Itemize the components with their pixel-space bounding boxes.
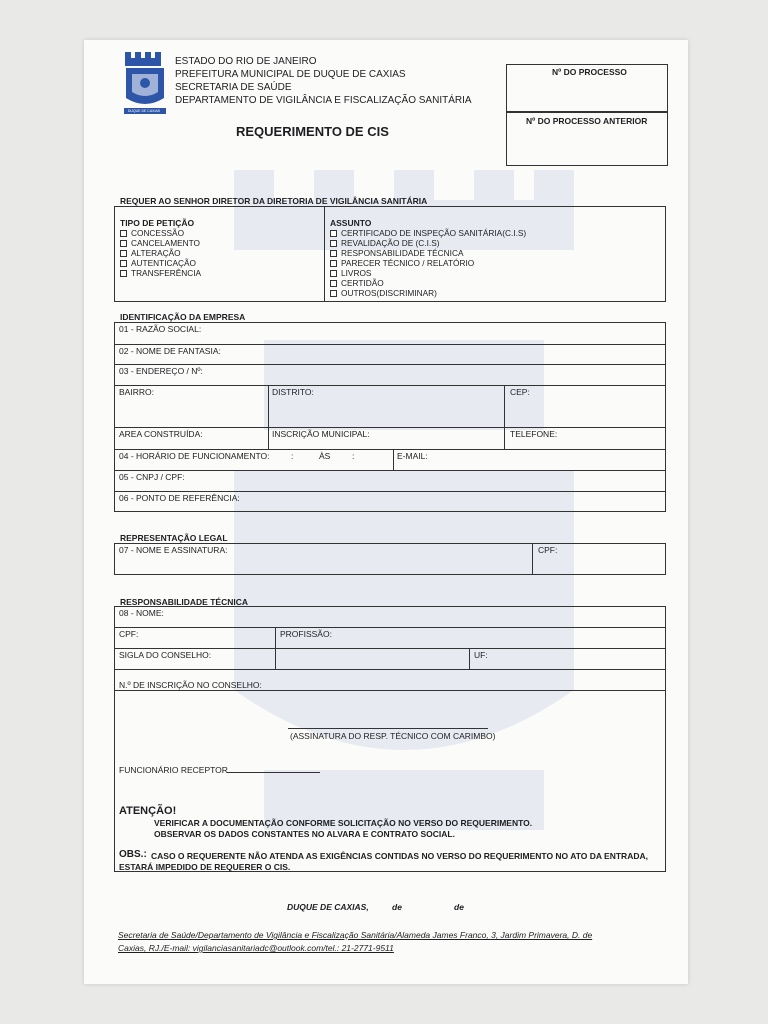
assunto-responsabilidade[interactable]: RESPONSABILIDADE TÉCNICA [330, 248, 464, 258]
assunto-parecer[interactable]: PARECER TÉCNICO / RELATÓRIO [330, 258, 474, 268]
tipo-alteracao[interactable]: ALTERAÇÃO [120, 248, 181, 258]
tecnico-nome-field[interactable]: 08 - NOME: [119, 608, 164, 618]
assunto-certidao[interactable]: CERTIDÃO [330, 278, 384, 288]
footer-address-line-1: Secretaria de Saúde/Departamento de Vigilância e Fiscalização Sanitária/Alameda James Franco, 3, Jardim Primavera, D. de [118, 930, 593, 940]
obs-line-2: ESTARÁ IMPEDIDO DE REQUERER O CIS. [119, 862, 291, 872]
cep-field[interactable]: CEP: [510, 387, 530, 397]
header-prefeitura: PREFEITURA MUNICIPAL DE DUQUE DE CAXIAS [175, 69, 406, 80]
representante-cpf-field[interactable]: CPF: [538, 545, 558, 555]
header-departamento: DEPARTAMENTO DE VIGILÂNCIA E FISCALIZAÇÃO SANITÁRIA [175, 95, 472, 106]
checkbox[interactable] [120, 260, 127, 267]
assunto-cis[interactable]: CERTIFICADO DE INSPEÇÃO SANITÁRIA(C.I.S) [330, 228, 526, 238]
tipo-title: TIPO DE PETIÇÃO [120, 218, 195, 228]
horario-field[interactable]: 04 - HORÁRIO DE FUNCIONAMENTO: [119, 451, 270, 461]
bairro-field[interactable]: BAIRRO: [119, 387, 154, 397]
horario-as: ÀS [319, 451, 331, 461]
header-state: ESTADO DO RIO DE JANEIRO [175, 56, 317, 67]
assunto-outros[interactable]: OUTROS(DISCRIMINAR) [330, 288, 437, 298]
atencao-line-1: VERIFICAR A DOCUMENTAÇÃO CONFORME SOLICITAÇÃO NO VERSO DO REQUERIMENTO. [154, 818, 533, 828]
razao-social-field[interactable]: 01 - RAZÃO SOCIAL: [119, 324, 202, 334]
signature-line [288, 728, 488, 729]
horario-colon-2: : [352, 451, 355, 461]
conselho-uf-field[interactable]: UF: [474, 650, 488, 660]
horario-colon-1: : [291, 451, 294, 461]
atencao-line-2: OBSERVAR OS DADOS CONSTANTES NO ALVARA E CONTRATO SOCIAL. [154, 829, 455, 839]
obs-label: OBS.: [119, 849, 147, 860]
empresa-heading: IDENTIFICAÇÃO DA EMPRESA [120, 312, 246, 322]
checkbox[interactable] [120, 230, 127, 237]
footer-city: DUQUE DE CAXIAS, [287, 902, 369, 912]
assunto-livros[interactable]: LIVROS [330, 268, 371, 278]
assunto-title: ASSUNTO [330, 218, 372, 228]
assinatura-caption: (ASSINATURA DO RESP. TÉCNICO COM CARIMBO) [290, 731, 496, 741]
checkbox[interactable] [120, 270, 127, 277]
inscricao-municipal-field[interactable]: INSCRIÇÃO MUNICIPAL: [272, 429, 370, 439]
funcionario-label: FUNCIONÁRIO RECEPTOR [119, 765, 228, 775]
obs-line-1: CASO O REQUERENTE NÃO ATENDA AS EXIGÊNCIAS CONTIDAS NO VERSO DO REQUERIMENTO NO ATO DA ENTRADA, [151, 851, 648, 861]
distrito-field[interactable]: DISTRITO: [272, 387, 314, 397]
checkbox[interactable] [330, 260, 337, 267]
checkbox[interactable] [120, 250, 127, 257]
checkbox[interactable] [330, 240, 337, 247]
nome-fantasia-field[interactable]: 02 - NOME DE FANTASIA: [119, 346, 221, 356]
area-field[interactable]: AREA CONSTRUÍDA: [119, 429, 203, 439]
checkbox[interactable] [330, 250, 337, 257]
checkbox[interactable] [330, 290, 337, 297]
header-secretaria: SECRETARIA DE SAÚDE [175, 82, 292, 93]
requer-heading: REQUER AO SENHOR DIRETOR DA DIRETORIA DE VIGILÂNCIA SANITÁRIA [120, 196, 428, 206]
funcionario-line[interactable] [227, 772, 320, 773]
logo-caption: DUQUE DE CAXIAS [127, 109, 161, 113]
form-title: REQUERIMENTO DE CIS [236, 124, 389, 139]
form-page [84, 40, 688, 984]
tipo-cancelamento[interactable]: CANCELAMENTO [120, 238, 200, 248]
endereco-field[interactable]: 03 - ENDEREÇO / Nº: [119, 366, 203, 376]
tecnico-profissao-field[interactable]: PROFISSÃO: [280, 629, 332, 639]
conselho-sigla-field[interactable]: SIGLA DO CONSELHO: [119, 650, 212, 660]
checkbox[interactable] [120, 240, 127, 247]
atencao-title: ATENÇÃO! [119, 805, 177, 817]
referencia-field[interactable]: 06 - PONTO DE REFERÊNCIA: [119, 493, 240, 503]
cnpj-field[interactable]: 05 - CNPJ / CPF: [119, 472, 185, 482]
checkbox[interactable] [330, 270, 337, 277]
footer-de-1: de [392, 902, 402, 912]
assunto-revalidacao[interactable]: REVALIDAÇÃO DE (C.I.S) [330, 238, 440, 248]
checkbox[interactable] [330, 230, 337, 237]
tipo-transferencia[interactable]: TRANSFERÊNCIA [120, 268, 201, 278]
footer-address-line-2: Caxias, RJ./E-mail: vigilanciasanitariadc@outlook.com/tel.: 21-2771-9511 [118, 943, 394, 953]
tecnico-cpf-field[interactable]: CPF: [119, 629, 139, 639]
tipo-autenticacao[interactable]: AUTENTICAÇÃO [120, 258, 196, 268]
telefone-field[interactable]: TELEFONE: [510, 429, 558, 439]
processo-anterior-label: Nº DO PROCESSO ANTERIOR [526, 116, 648, 126]
footer-de-2: de [454, 902, 464, 912]
municipal-crest-logo [122, 52, 168, 116]
conselho-inscricao-field[interactable]: N.º DE INSCRIÇÃO NO CONSELHO: [119, 680, 262, 690]
tipo-concessao[interactable]: CONCESSÃO [120, 228, 184, 238]
email-field[interactable]: E-MAIL: [397, 451, 428, 461]
representante-nome-field[interactable]: 07 - NOME E ASSINATURA: [119, 545, 228, 555]
checkbox[interactable] [330, 280, 337, 287]
representacao-heading: REPRESENTAÇÃO LEGAL [120, 533, 228, 543]
processo-label: Nº DO PROCESSO [552, 67, 627, 77]
responsabilidade-heading: RESPONSABILIDADE TÉCNICA [120, 597, 248, 607]
